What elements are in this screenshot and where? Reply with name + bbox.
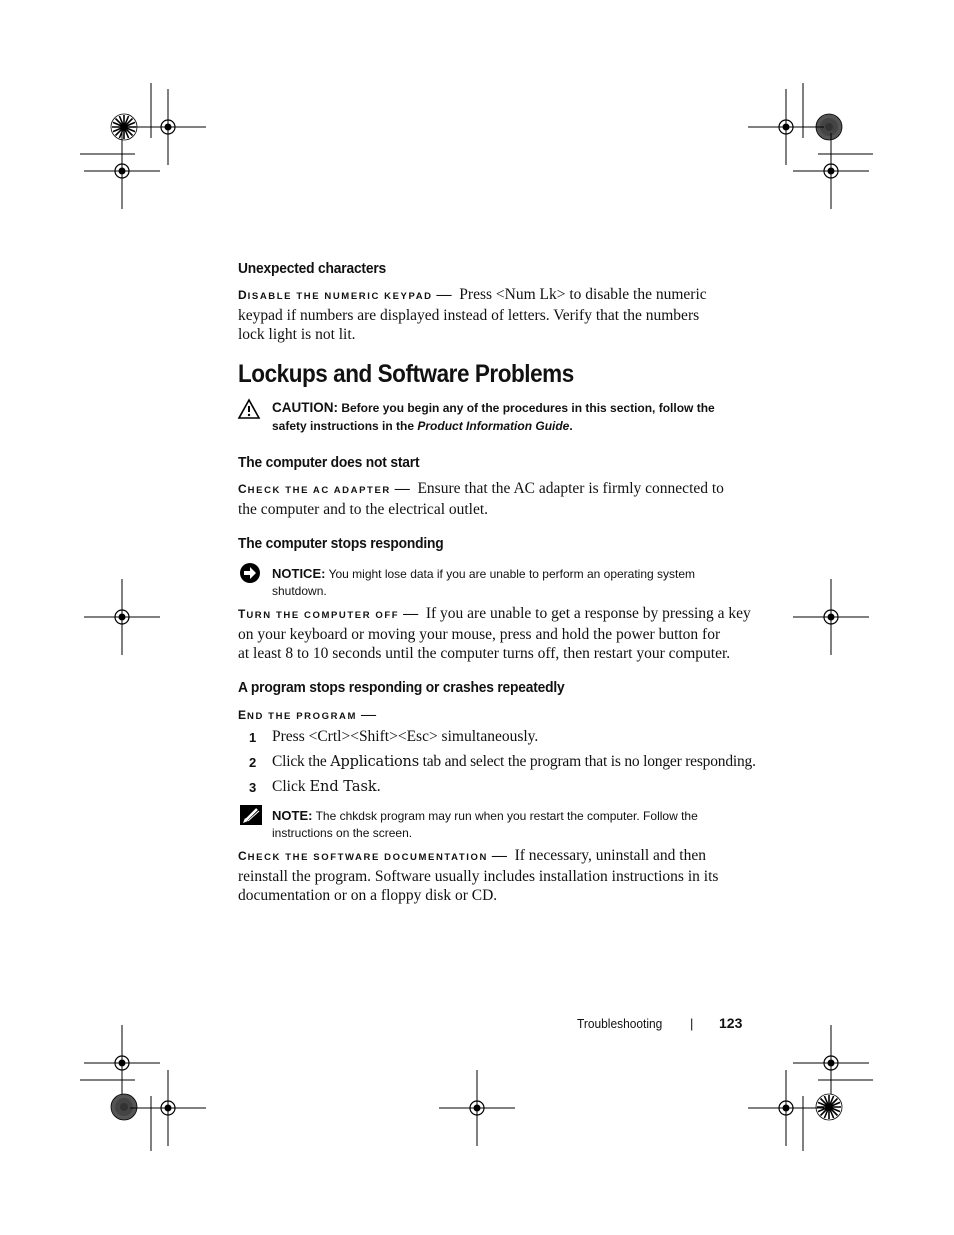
step-number: 3 [249,780,257,795]
crosshair-icon [130,89,206,165]
list-item [249,753,756,772]
crosshair-icon [793,1025,869,1101]
step-number: 2 [249,755,257,770]
caution-triangle-icon [237,398,261,420]
crosshair-icon [439,1070,515,1146]
footer-section-name: Troubleshooting [577,1016,663,1031]
list-item [249,728,539,747]
heading-unexpected-characters: Unexpected characters [238,260,387,277]
crosshair-icon [748,89,824,165]
list-item [249,778,381,797]
step-number: 1 [249,730,257,745]
crosshair-icon [793,133,869,209]
crosshair-icon [793,579,869,655]
run-in-lead: CHECK THE AC ADAPTER [238,482,391,496]
crosshair-icon [84,579,160,655]
crosshair-icon [130,1070,206,1146]
step-text: Click the Applications tab and select the program that is no longer responding. [272,753,756,770]
run-in-lead: CHECK THE SOFTWARE DOCUMENTATION [238,849,488,863]
notice-callout: NOTICE: You might lose data if you are unable to perform an operating system shutdown. [272,566,696,598]
star-target-icon [816,1094,842,1120]
color-target-icon [111,1094,137,1120]
step-text: Press <Crtl><Shift><Esc> simultaneously. [272,728,539,745]
heading-computer-does-not-start: The computer does not start [238,454,420,471]
run-in-lead: TURN THE COMPUTER OFF [238,607,400,621]
product-information-guide: Product Information Guide [417,419,570,433]
note-pencil-icon [239,804,263,826]
note-callout: NOTE: The chkdsk program may run when you restart the computer. Follow the instructions on the screen. [272,808,698,840]
footer-separator: | [690,1016,694,1031]
paragraph-turn-computer-off: TURN THE COMPUTER OFF — If you are unable to get a response by pressing a key on your keyboard or moving your mouse, press and hold the power button for at least 8 to 10 seconds until the computer turns off, then restart your computer. [238,605,751,662]
crosshair-icon [84,1025,160,1101]
run-in-end-the-program: END THE PROGRAM — [238,707,377,723]
step-text: Click End Task. [272,778,381,795]
crosshair-icon [748,1070,824,1146]
crosshair-icon [84,133,160,209]
page-title: Lockups and Software Problems [238,360,574,388]
heading-computer-stops-responding: The computer stops responding [238,535,444,552]
notice-arrow-icon [239,562,261,584]
caution-callout: CAUTION: Before you begin any of the procedures in this section, follow the safety instructions in the Product Information Guide. [272,400,715,433]
heading-program-stops-responding: A program stops responding or crashes repeatedly [238,679,565,696]
run-in-lead: DISABLE THE NUMERIC KEYPAD [238,288,433,302]
paragraph-disable-keypad: DISABLE THE NUMERIC KEYPAD — Press <Num Lk> to disable the numeric keypad if numbers are displayed instead of letters. Verify that the numbers lock light is not lit. [238,286,707,343]
page-number: 123 [719,1015,743,1031]
paragraph-check-ac-adapter: CHECK THE AC ADAPTER — Ensure that the AC adapter is firmly connected to the computer and to the electrical outlet. [238,480,724,518]
paragraph-check-software-documentation: CHECK THE SOFTWARE DOCUMENTATION — If necessary, uninstall and then reinstall the program. Software usually includes installation instructions in its documentation or on a floppy disk or CD. [238,847,719,904]
